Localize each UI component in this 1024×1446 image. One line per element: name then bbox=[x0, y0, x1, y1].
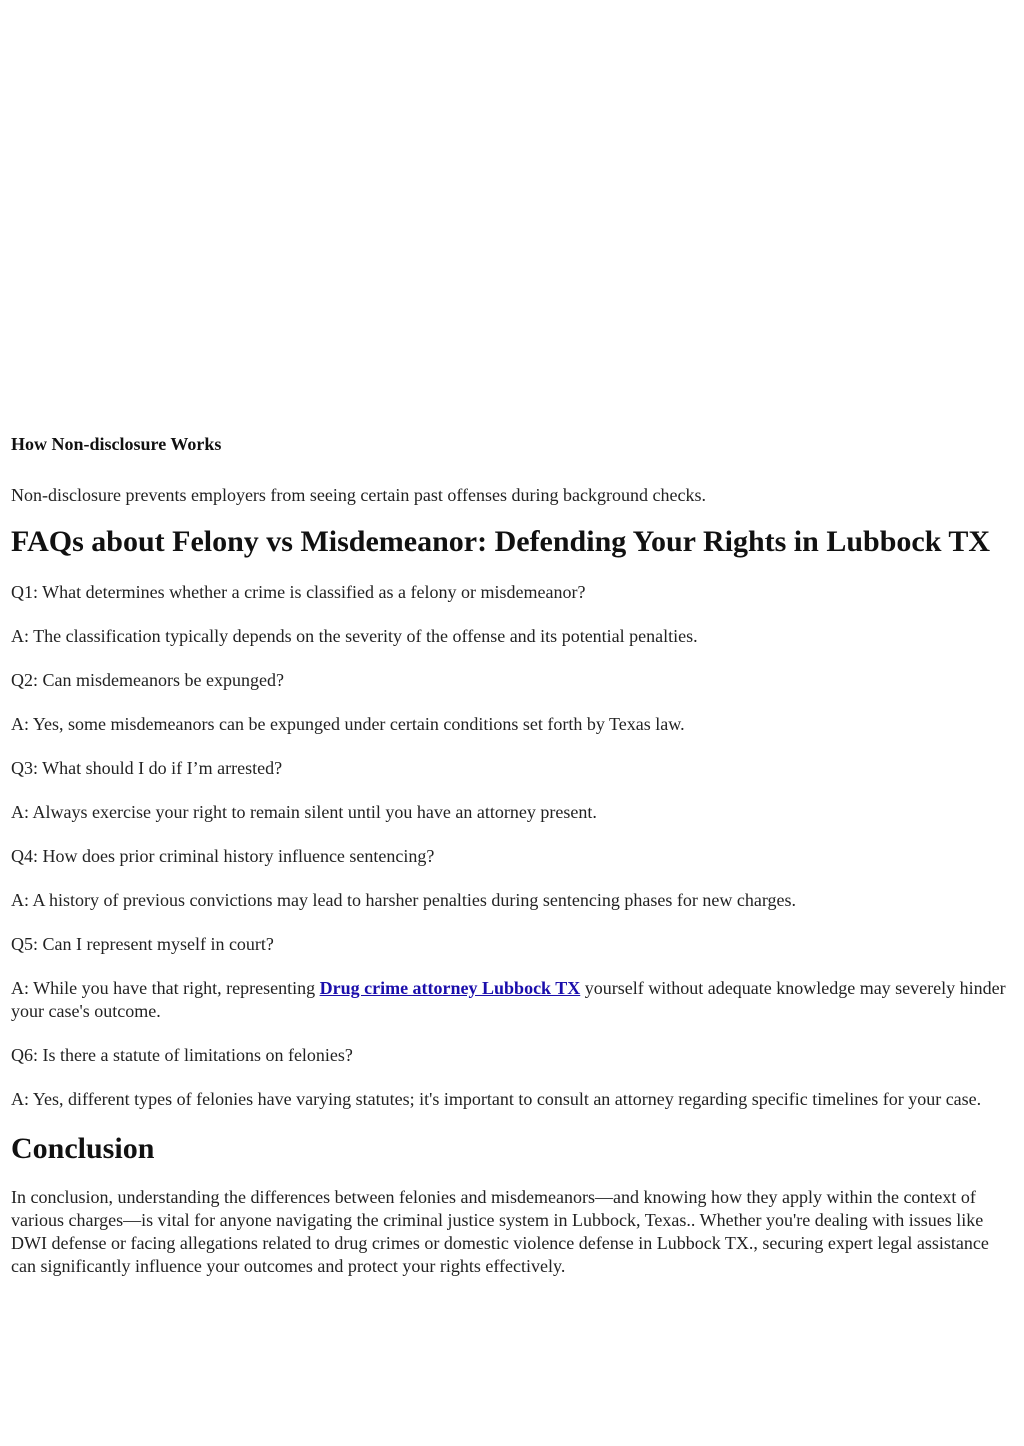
faq-question-3: Q3: What should I do if I’m arrested? bbox=[11, 758, 283, 778]
nondisclosure-text: Non-disclosure prevents employers from seeing certain past offenses during background checks. bbox=[11, 485, 706, 505]
faq-question-1: Q1: What determines whether a crime is classified as a felony or misdemeanor? bbox=[11, 582, 586, 602]
drug-crime-attorney-link[interactable]: Drug crime attorney Lubbock TX bbox=[319, 978, 581, 998]
faq-question-6: Q6: Is there a statute of limitations on felonies? bbox=[11, 1045, 353, 1065]
faqs-title: FAQs about Felony vs Misdemeanor: Defending Your Rights in Lubbock TX bbox=[11, 525, 991, 558]
nondisclosure-heading: How Non-disclosure Works bbox=[11, 434, 222, 454]
faq-answer-6: A: Yes, different types of felonies have varying statutes; it's important to consult an attorney regarding specific timelines for your case. bbox=[11, 1089, 982, 1109]
document-page bbox=[11, 0, 1011, 1278]
faq-answer-4: A: A history of previous convictions may lead to harsher penalties during sentencing phases for new charges. bbox=[11, 890, 796, 910]
faq-question-2: Q2: Can misdemeanors be expunged? bbox=[11, 670, 284, 690]
faq-answer-1: A: The classification typically depends on the severity of the offense and its potential penalties. bbox=[11, 626, 698, 646]
faq-answer-5 bbox=[11, 977, 1011, 1023]
top-blank-area bbox=[11, 0, 1011, 432]
conclusion-title: Conclusion bbox=[11, 1132, 155, 1165]
faq-answer-2: A: Yes, some misdemeanors can be expunged under certain conditions set forth by Texas law. bbox=[11, 714, 685, 734]
conclusion-text: In conclusion, understanding the differences between felonies and misdemeanors—and knowing how they apply within the context of various charges—is vital for anyone navigating the criminal justice system in Lubbock, Texas.. Whether you're dealing with issues like DWI defense or facing allegations related to drug crimes or domestic violence defense in Lubbock TX., securing expert legal assistance can significantly influence your outcomes and protect your rights effectively. bbox=[11, 1187, 989, 1276]
faq-answer-5-before: A: While you have that right, representing bbox=[11, 978, 320, 998]
faq-question-5: Q5: Can I represent myself in court? bbox=[11, 934, 274, 954]
faq-answer-5-after: yourself without adequate knowledge may severely hinder your case's outcome. bbox=[11, 978, 1006, 1021]
faq-question-4: Q4: How does prior criminal history influence sentencing? bbox=[11, 846, 435, 866]
faq-answer-3: A: Always exercise your right to remain silent until you have an attorney present. bbox=[11, 802, 597, 822]
